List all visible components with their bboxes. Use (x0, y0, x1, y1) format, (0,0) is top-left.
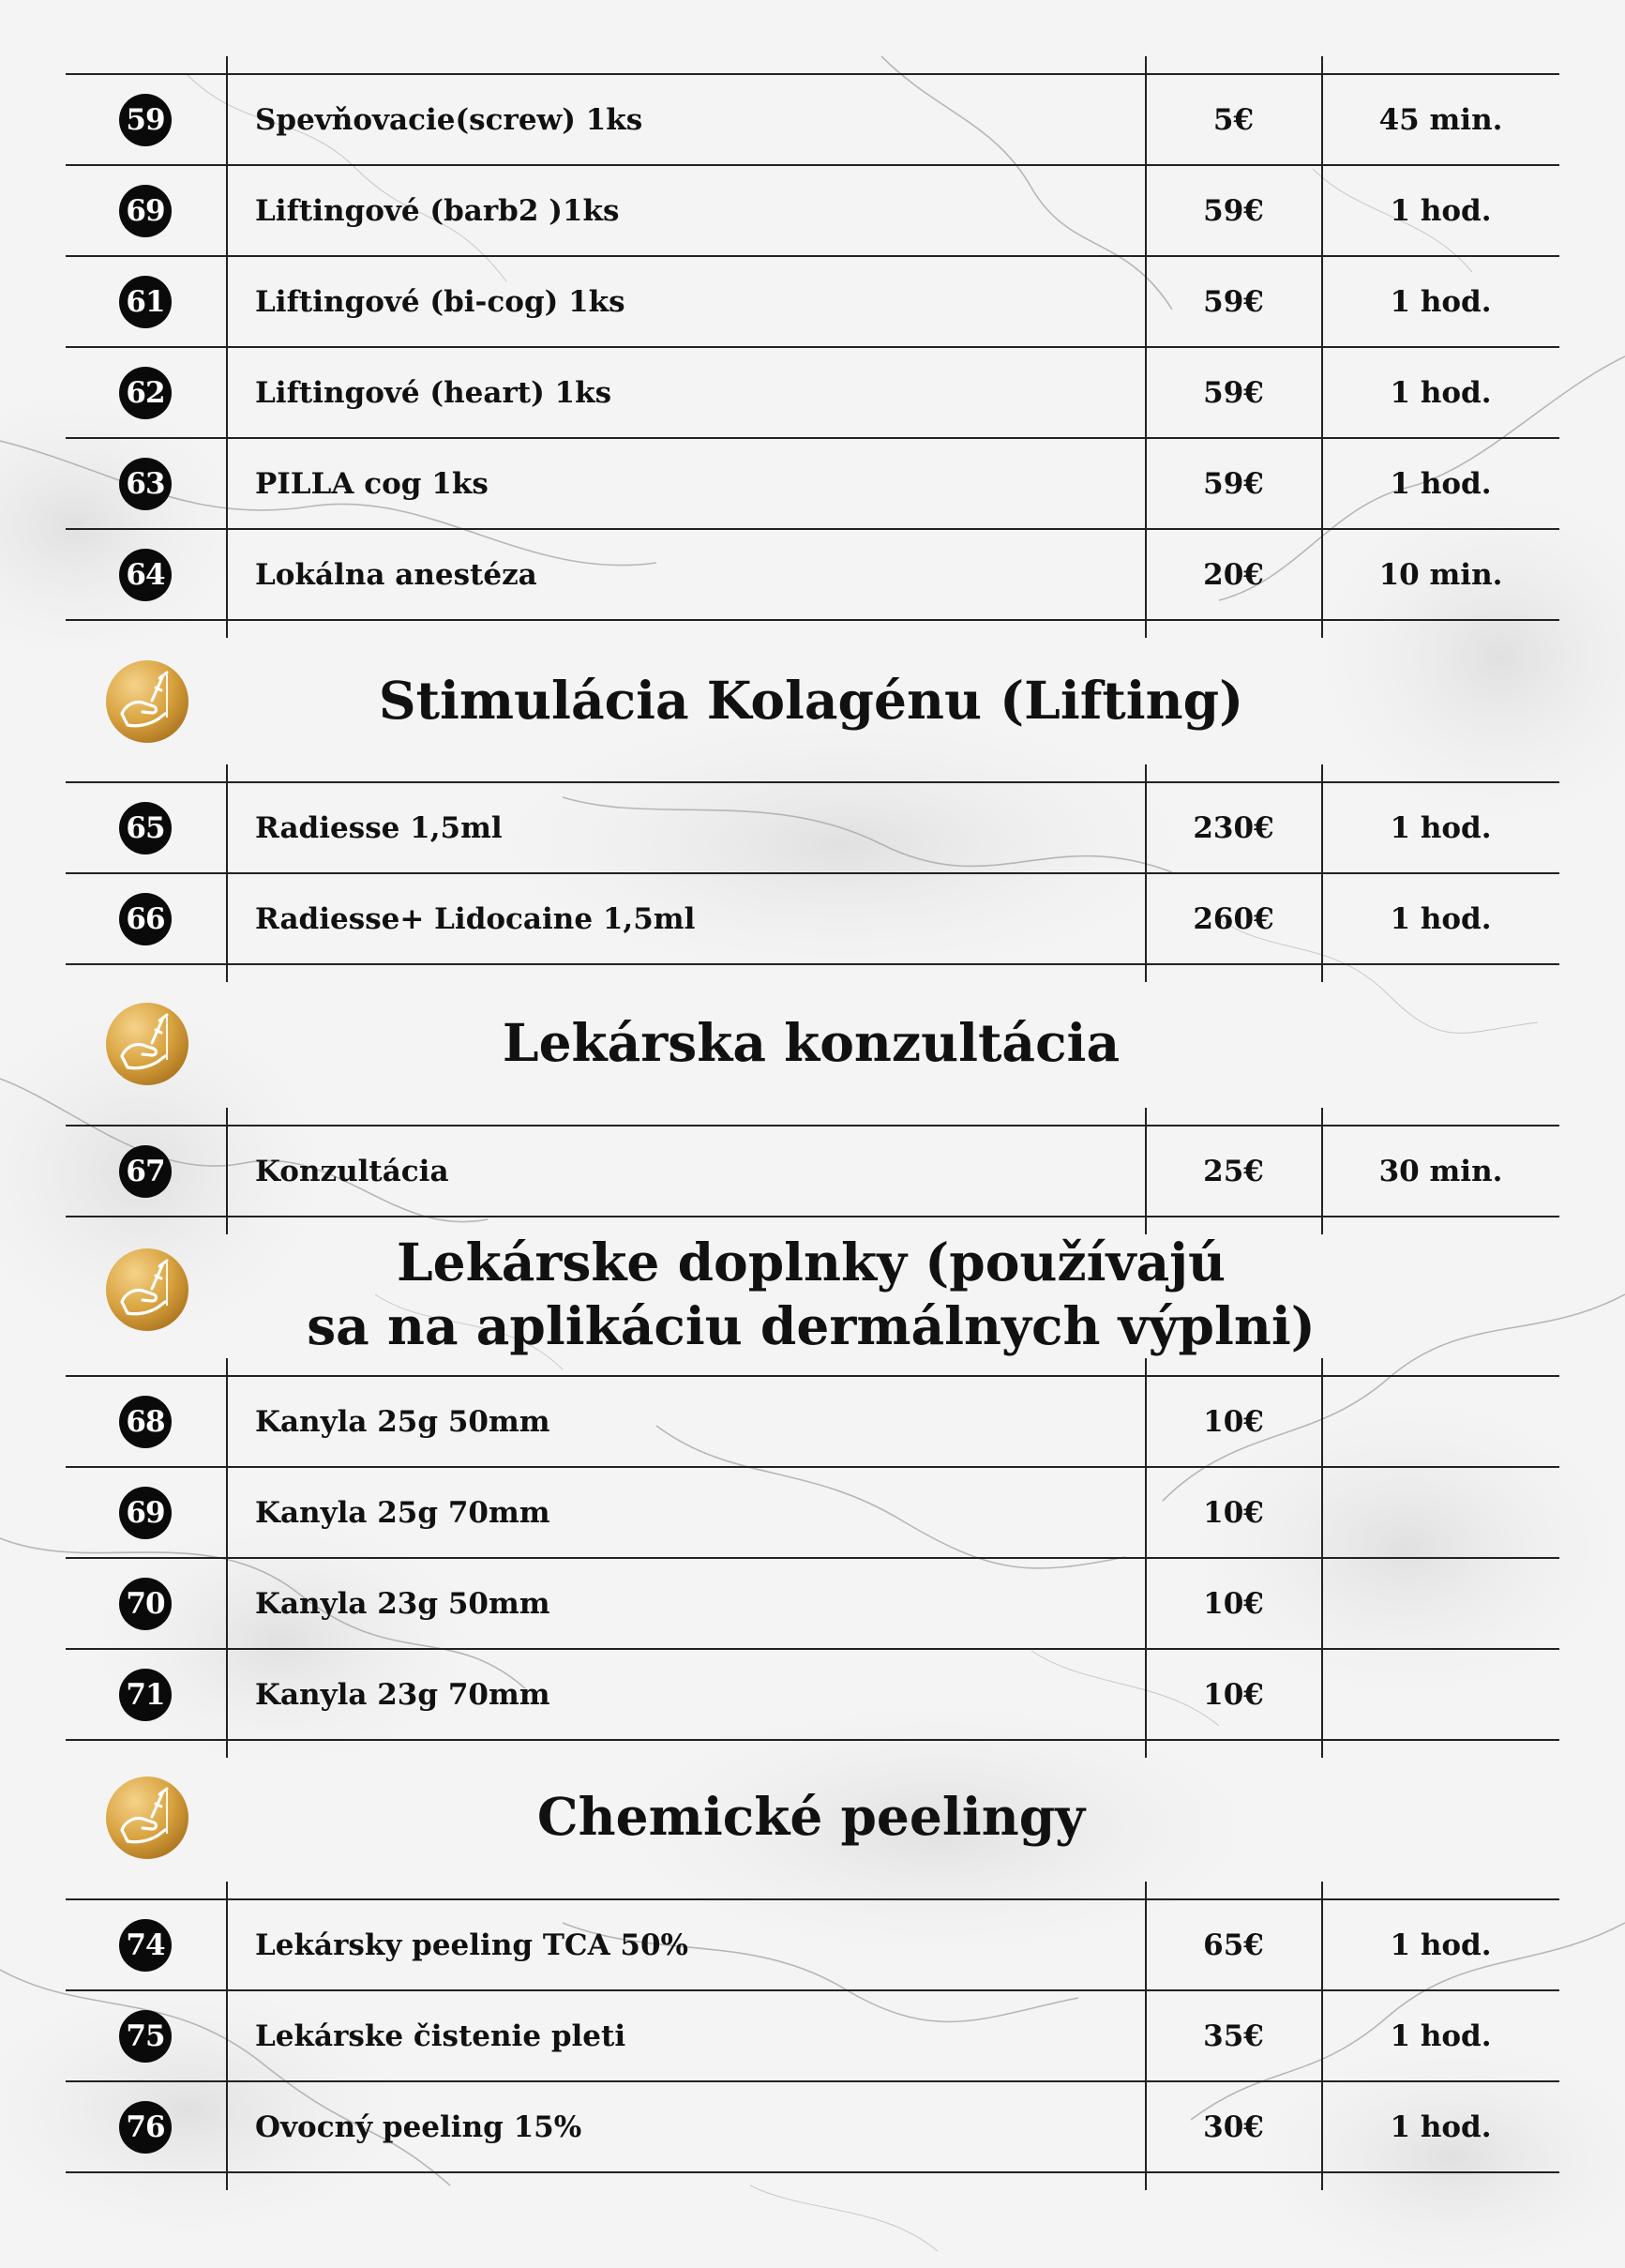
table-row (66, 1648, 1559, 1741)
table-threads (66, 73, 1559, 621)
item-duration: 1 hod. (1390, 2109, 1492, 2144)
section-title: Chemické peelingy (536, 1786, 1086, 1847)
item-number-badge: 66 (119, 893, 172, 945)
item-name: PILLA cog 1ks (255, 466, 489, 501)
item-duration: 30 min. (1378, 1154, 1503, 1188)
table-row (66, 1557, 1559, 1648)
table-row (66, 73, 1559, 164)
table-peelings (66, 1898, 1559, 2173)
table-consultation (66, 1125, 1559, 1217)
item-price: 10€ (1203, 1404, 1264, 1439)
item-name: Kanyla 23g 70mm (255, 1677, 550, 1712)
item-price: 20€ (1203, 557, 1264, 592)
item-name: Liftingové (barb2 )1ks (255, 193, 620, 228)
item-price: 59€ (1203, 284, 1264, 319)
injection-hand-icon (105, 1776, 189, 1860)
table-row (66, 437, 1559, 528)
item-name: Liftingové (heart) 1ks (255, 375, 612, 410)
table-collagen (66, 781, 1559, 965)
item-number-badge: 62 (119, 367, 172, 419)
item-number-badge: 75 (119, 2010, 172, 2063)
item-name: Spevňovacie(screw) 1ks (255, 102, 643, 137)
item-number-badge: 64 (119, 549, 172, 601)
item-number-badge: 59 (119, 94, 172, 146)
section-title: Stimulácia Kolagénu (Lifting) (378, 670, 1244, 731)
table-supplies (66, 1375, 1559, 1741)
item-duration: 1 hod. (1390, 901, 1492, 936)
item-duration: 1 hod. (1390, 810, 1492, 845)
table-row (66, 1898, 1559, 1989)
item-number-badge: 74 (119, 1919, 172, 1972)
item-price: 25€ (1203, 1154, 1264, 1188)
item-number-badge: 69 (119, 1487, 172, 1539)
item-name: Konzultácia (255, 1154, 449, 1188)
item-price: 260€ (1193, 901, 1274, 936)
item-number-badge: 65 (119, 802, 172, 854)
table-row (66, 164, 1559, 255)
item-name: Radiesse 1,5ml (255, 810, 503, 845)
table-row (66, 528, 1559, 621)
item-duration: 1 hod. (1390, 284, 1492, 319)
table-row (66, 255, 1559, 346)
item-number-badge: 67 (119, 1145, 172, 1198)
table-row (66, 1466, 1559, 1557)
item-number-badge: 76 (119, 2101, 172, 2154)
item-duration: 1 hod. (1390, 466, 1492, 501)
section-title: Lekárska konzultácia (502, 1012, 1121, 1073)
item-name: Lekárske čistenie pleti (255, 2019, 626, 2053)
item-name: Liftingové (bi-cog) 1ks (255, 284, 625, 319)
item-number-badge: 68 (119, 1396, 172, 1448)
item-price: 59€ (1203, 193, 1264, 228)
item-number-badge: 69 (119, 185, 172, 237)
item-number-badge: 71 (119, 1669, 172, 1721)
item-price: 59€ (1203, 466, 1264, 501)
table-row (66, 1989, 1559, 2080)
item-number-badge: 70 (119, 1578, 172, 1630)
item-name: Lekársky peeling TCA 50% (255, 1928, 689, 1962)
item-duration: 1 hod. (1390, 375, 1492, 410)
table-row (66, 872, 1559, 965)
item-price: 5€ (1212, 102, 1255, 137)
table-row (66, 2080, 1559, 2173)
item-name: Radiesse+ Lidocaine 1,5ml (255, 901, 696, 936)
table-row (66, 1125, 1559, 1217)
item-name: Lokálna anestéza (255, 557, 537, 592)
item-price: 59€ (1203, 375, 1264, 410)
item-name: Kanyla 23g 50mm (255, 1586, 550, 1621)
item-price: 35€ (1203, 2019, 1264, 2053)
item-name: Kanyla 25g 70mm (255, 1495, 550, 1530)
item-duration: 10 min. (1378, 557, 1503, 592)
item-price: 65€ (1203, 1928, 1264, 1962)
injection-hand-icon (105, 659, 189, 744)
item-name: Ovocný peeling 15% (255, 2109, 582, 2144)
table-row (66, 781, 1559, 872)
item-number-badge: 63 (119, 458, 172, 510)
item-duration: 1 hod. (1390, 193, 1492, 228)
item-duration: 1 hod. (1390, 1928, 1492, 1962)
item-duration: 1 hod. (1390, 2019, 1492, 2053)
item-number-badge: 61 (119, 276, 172, 328)
item-price: 30€ (1203, 2109, 1264, 2144)
injection-hand-icon (105, 1002, 189, 1086)
injection-hand-icon (105, 1247, 189, 1332)
section-title: Lekárske doplnky (používajú sa na aplikáciu dermálnych výplni) (307, 1232, 1316, 1356)
item-price: 10€ (1203, 1495, 1264, 1530)
item-duration: 45 min. (1378, 102, 1503, 137)
table-row (66, 1375, 1559, 1466)
item-price: 10€ (1203, 1677, 1264, 1712)
table-row (66, 346, 1559, 437)
item-name: Kanyla 25g 50mm (255, 1404, 550, 1439)
item-price: 230€ (1193, 810, 1274, 845)
item-price: 10€ (1203, 1586, 1264, 1621)
